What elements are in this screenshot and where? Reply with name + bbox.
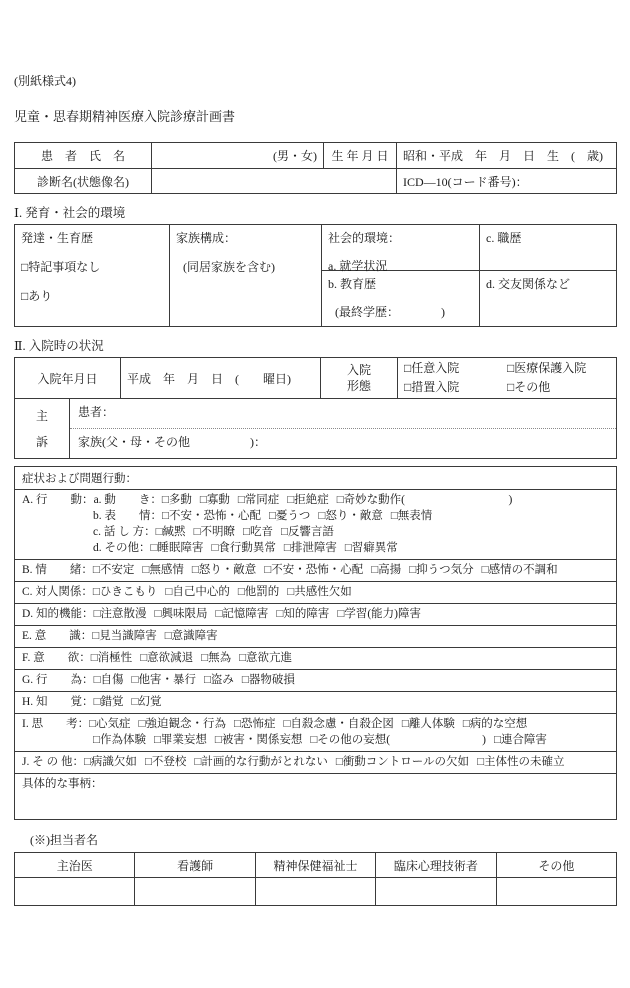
checkbox-option[interactable]: □連合障害 [493, 734, 547, 746]
checkbox-option[interactable]: □あり [21, 289, 53, 303]
symptom-subcategory-label: b. 表 情： [93, 510, 162, 522]
diagnosis-field[interactable] [151, 169, 396, 193]
staff-name-field[interactable] [15, 878, 134, 905]
checkbox-option[interactable]: □その他の妄想( ) [310, 734, 486, 746]
section-1-title: Ⅰ. 発育・社会的環境 [14, 206, 126, 220]
symptom-row-conduct [15, 669, 616, 691]
checkbox-option[interactable]: □多動 [161, 494, 192, 506]
checkbox-option[interactable]: □医療保護入院 [507, 361, 587, 375]
symptom-options-group [162, 510, 432, 522]
friendship-cell[interactable] [479, 271, 616, 326]
symptom-category-label: A. 行 動： [22, 494, 94, 506]
symptom-options-group [162, 494, 512, 506]
symptom-row-consciousness [15, 625, 616, 647]
symptom-options-group [93, 564, 558, 576]
symptom-options-group [89, 718, 527, 730]
symptom-category-label: I. 思 考： [22, 718, 90, 730]
symptom-row-emotion [15, 559, 616, 581]
checkbox-option[interactable]: □被害・関係妄想 [214, 734, 303, 746]
checkbox-option[interactable]: □食行動異常 [211, 542, 276, 554]
checkbox-option[interactable]: □吃音 [243, 526, 273, 538]
symptom-options-group [84, 756, 565, 768]
checkbox-option[interactable]: □消極性 [90, 652, 133, 664]
checkbox-option[interactable]: □学習(能力)障害 [337, 608, 421, 620]
birth-date-label: 生 年 月 日 [323, 143, 396, 168]
symptoms-table [14, 466, 617, 820]
symptom-category-label: H. 知 覚： [22, 696, 94, 708]
admission-form-options-cell [397, 358, 616, 398]
checkbox-option[interactable]: □排泄障害 [283, 542, 337, 554]
symptom-category-label: F. 意 欲： [22, 652, 91, 664]
development-history-cell[interactable] [15, 225, 169, 326]
checkbox-option[interactable]: □拒絶症 [287, 494, 329, 506]
symptom-category-label: D. 知的機能： [22, 608, 94, 620]
environment-table [14, 224, 617, 327]
checkbox-option[interactable]: □措置入院 [404, 380, 460, 394]
page-title: 児童・思春期精神医療入院診療計画書 [14, 109, 236, 124]
checkbox-option[interactable]: □寡動 [199, 494, 230, 506]
symptom-options-group [94, 674, 295, 686]
checkbox-option[interactable]: □抑うつ気分 [409, 564, 474, 576]
checkbox-option[interactable]: □記憶障害 [215, 608, 269, 620]
checkbox-option[interactable]: □ひきこもり [92, 586, 158, 598]
checkbox-option[interactable]: □見当識障害 [92, 630, 157, 642]
staff-header-other: その他 [496, 853, 616, 877]
checkbox-option[interactable]: □強迫観念・行為 [138, 718, 226, 730]
checkbox-option[interactable]: □自傷 [93, 674, 124, 686]
checkbox-option[interactable]: □自殺念慮・自殺企図 [283, 718, 394, 730]
symptom-row-behavior [15, 489, 616, 559]
checkbox-option[interactable]: □不安定 [92, 564, 135, 576]
checkbox-option[interactable]: □不明瞭 [193, 526, 236, 538]
symptom-row-thought [15, 713, 616, 751]
checkbox-option[interactable]: □その他 [507, 380, 551, 394]
staff-header-clinical-psychologist: 臨床心理技術者 [375, 853, 495, 877]
staff-note: (※)担当者名 [30, 833, 98, 847]
checkbox-option[interactable]: □奇妙な動作( ) [336, 494, 513, 506]
symptom-options-group [92, 630, 217, 642]
checkbox-option[interactable]: □憂うつ [268, 510, 311, 522]
checkbox-option[interactable]: □無感情 [142, 564, 184, 576]
symptom-row-interpersonal [15, 581, 616, 603]
social-environment-cell[interactable] [321, 225, 479, 273]
patient-name-field[interactable] [151, 143, 323, 168]
checkbox-option[interactable]: □不安・恐怖・心配 [264, 564, 364, 576]
education-history-label: b. 教育歴 [328, 277, 377, 291]
checkbox-option[interactable]: □高揚 [371, 564, 402, 576]
patient-name-label: 患 者 氏 名 [40, 149, 125, 163]
checkbox-option[interactable]: □感情の不調和 [481, 564, 558, 576]
checkbox-option[interactable]: □緘黙 [155, 526, 186, 538]
checkbox-option[interactable]: □心気症 [89, 718, 131, 730]
symptom-details-field[interactable] [15, 773, 616, 819]
checkbox-option[interactable]: □病識欠如 [83, 756, 137, 768]
birth-date-field[interactable]: 昭和・平成 年 月 日 生 ( 歳) [396, 143, 616, 168]
checkbox-option[interactable]: □怒り・敵意 [191, 564, 257, 576]
chief-complaint-label [15, 399, 69, 458]
checkbox-option[interactable]: □意欲減退 [140, 652, 194, 664]
checkbox-option[interactable]: □意欲亢進 [239, 652, 293, 664]
checkbox-option[interactable]: □興味限局 [154, 608, 208, 620]
admission-date-label: 入院年月日 [37, 371, 98, 386]
symptom-row-volition [15, 647, 616, 669]
checkbox-option[interactable]: □罪業妄想 [153, 734, 207, 746]
checkbox-option[interactable]: □反響言語 [280, 526, 334, 538]
admission-form-label-line2: 形態 [346, 379, 371, 393]
section-2-title: Ⅱ. 入院時の状況 [14, 339, 104, 353]
staff-header-psychiatric-social-worker: 精神保健福祉士 [255, 853, 375, 877]
symptom-options-group [93, 586, 352, 598]
symptom-options-group [94, 608, 421, 620]
checkbox-option[interactable]: □他罰的 [237, 586, 280, 598]
checkbox-option[interactable]: □習癖異常 [344, 542, 398, 554]
symptom-options-group [151, 542, 398, 554]
checkbox-option[interactable]: □器物破損 [241, 674, 295, 686]
checkbox-option[interactable]: □知的障害 [276, 608, 330, 620]
complaint-family-field[interactable]: 家族(父・母・その他 )： [70, 428, 616, 458]
symptom-options-group [94, 696, 162, 708]
chief-complaint-label-line1: 主 [35, 409, 48, 424]
checkbox-option[interactable]: □恐怖症 [234, 718, 276, 730]
symptom-subcategory-label: d. その他： [93, 542, 151, 554]
checkbox-option[interactable]: □無表情 [390, 510, 433, 522]
work-history-label: c. 職歴 [486, 231, 522, 245]
staff-table [14, 852, 617, 906]
checkbox-option[interactable]: □共感性欠如 [287, 586, 352, 598]
social-environment-label: 社会的環境： [328, 231, 401, 245]
symptom-options-group [93, 734, 547, 746]
family-structure-cell[interactable] [169, 225, 321, 326]
development-history-label: 発達・生育歴 [21, 231, 94, 245]
sex-note: (男・女) [273, 149, 317, 163]
symptom-subcategory-label: a. 動 き： [93, 494, 162, 506]
symptoms-header: 症状および問題行動： [22, 473, 137, 485]
school-status-label: a. 就学状況 [328, 259, 388, 273]
checkbox-option[interactable]: □無為 [201, 652, 232, 664]
symptom-category-label: E. 意 識： [22, 630, 93, 642]
checkbox-option[interactable]: □常同症 [237, 494, 280, 506]
checkbox-option[interactable]: □他害・暴行 [131, 674, 196, 686]
icd-code-field[interactable]: ICD—10(コード番号)： [396, 169, 616, 193]
checkbox-option[interactable]: □離人体験 [401, 718, 455, 730]
education-history-cell[interactable] [321, 271, 479, 326]
symptom-details-label: 具体的な事柄： [22, 778, 103, 790]
symptom-subcategory-label: c. 話 し 方： [93, 526, 156, 538]
symptom-category-label: C. 対人関係： [22, 586, 93, 598]
symptom-category-label: G. 行 為： [22, 674, 94, 686]
complaint-patient-field[interactable]: 患者： [78, 405, 115, 419]
symptom-options-group [156, 526, 334, 538]
staff-name-field[interactable] [134, 878, 254, 905]
checkbox-option[interactable]: □睡眠障害 [150, 542, 204, 554]
checkbox-option[interactable]: □病的な空想 [462, 718, 528, 730]
admission-table [14, 357, 617, 459]
staff-name-field[interactable] [496, 878, 616, 905]
checkbox-option[interactable]: □意識障害 [164, 630, 218, 642]
checkbox-option[interactable]: □不登校 [144, 756, 187, 768]
staff-header-attending-doctor: 主治医 [56, 858, 93, 873]
staff-name-field[interactable] [255, 878, 375, 905]
work-history-cell[interactable] [479, 225, 616, 270]
checkbox-option[interactable]: □怒り・敵意 [318, 510, 383, 522]
symptom-options-group [91, 652, 292, 664]
checkbox-option[interactable]: □盗み [203, 674, 234, 686]
checkbox-option[interactable]: □任意入院 [404, 361, 460, 375]
checkbox-option[interactable]: □主体性の未確立 [477, 756, 565, 768]
checkbox-option[interactable]: □計画的な行動がとれない [194, 756, 328, 768]
admission-form-label-line1: 入院 [346, 363, 371, 377]
diagnosis-label: 診断名(状態像名) [37, 174, 129, 189]
form-style-note: (別紙様式4) [14, 74, 76, 88]
family-structure-note: (同居家族を含む) [183, 260, 275, 274]
symptom-row-perception [15, 691, 616, 713]
checkbox-option[interactable]: □不安・恐怖・心配 [162, 510, 261, 522]
symptom-category-label: J. そ の 他： [22, 756, 84, 768]
checkbox-option[interactable]: □自己中心的 [165, 586, 230, 598]
staff-header-nurse: 看護師 [134, 853, 254, 877]
final-education-note: (最終学歴： ) [335, 305, 445, 319]
checkbox-option[interactable]: □特記事項なし [21, 260, 101, 274]
symptom-category-label: B. 情 緒： [22, 564, 93, 576]
patient-info-table [14, 142, 617, 194]
checkbox-option[interactable]: □幻覚 [131, 696, 162, 708]
friendship-label: d. 交友関係など [486, 277, 571, 291]
checkbox-option[interactable]: □注意散漫 [93, 608, 147, 620]
symptom-row-intellectual [15, 603, 616, 625]
checkbox-option[interactable]: □錯覚 [93, 696, 124, 708]
checkbox-option[interactable]: □衝動コントロールの欠如 [335, 756, 470, 768]
chief-complaint-label-line2: 訴 [35, 434, 48, 449]
checkbox-option[interactable]: □作為体験 [93, 734, 146, 746]
admission-date-field[interactable]: 平成 年 月 日 ( 曜日) [120, 358, 320, 398]
symptom-row-other [15, 751, 616, 773]
admission-form-label [320, 358, 397, 398]
family-structure-label: 家族構成： [176, 231, 237, 245]
staff-name-field[interactable] [375, 878, 495, 905]
